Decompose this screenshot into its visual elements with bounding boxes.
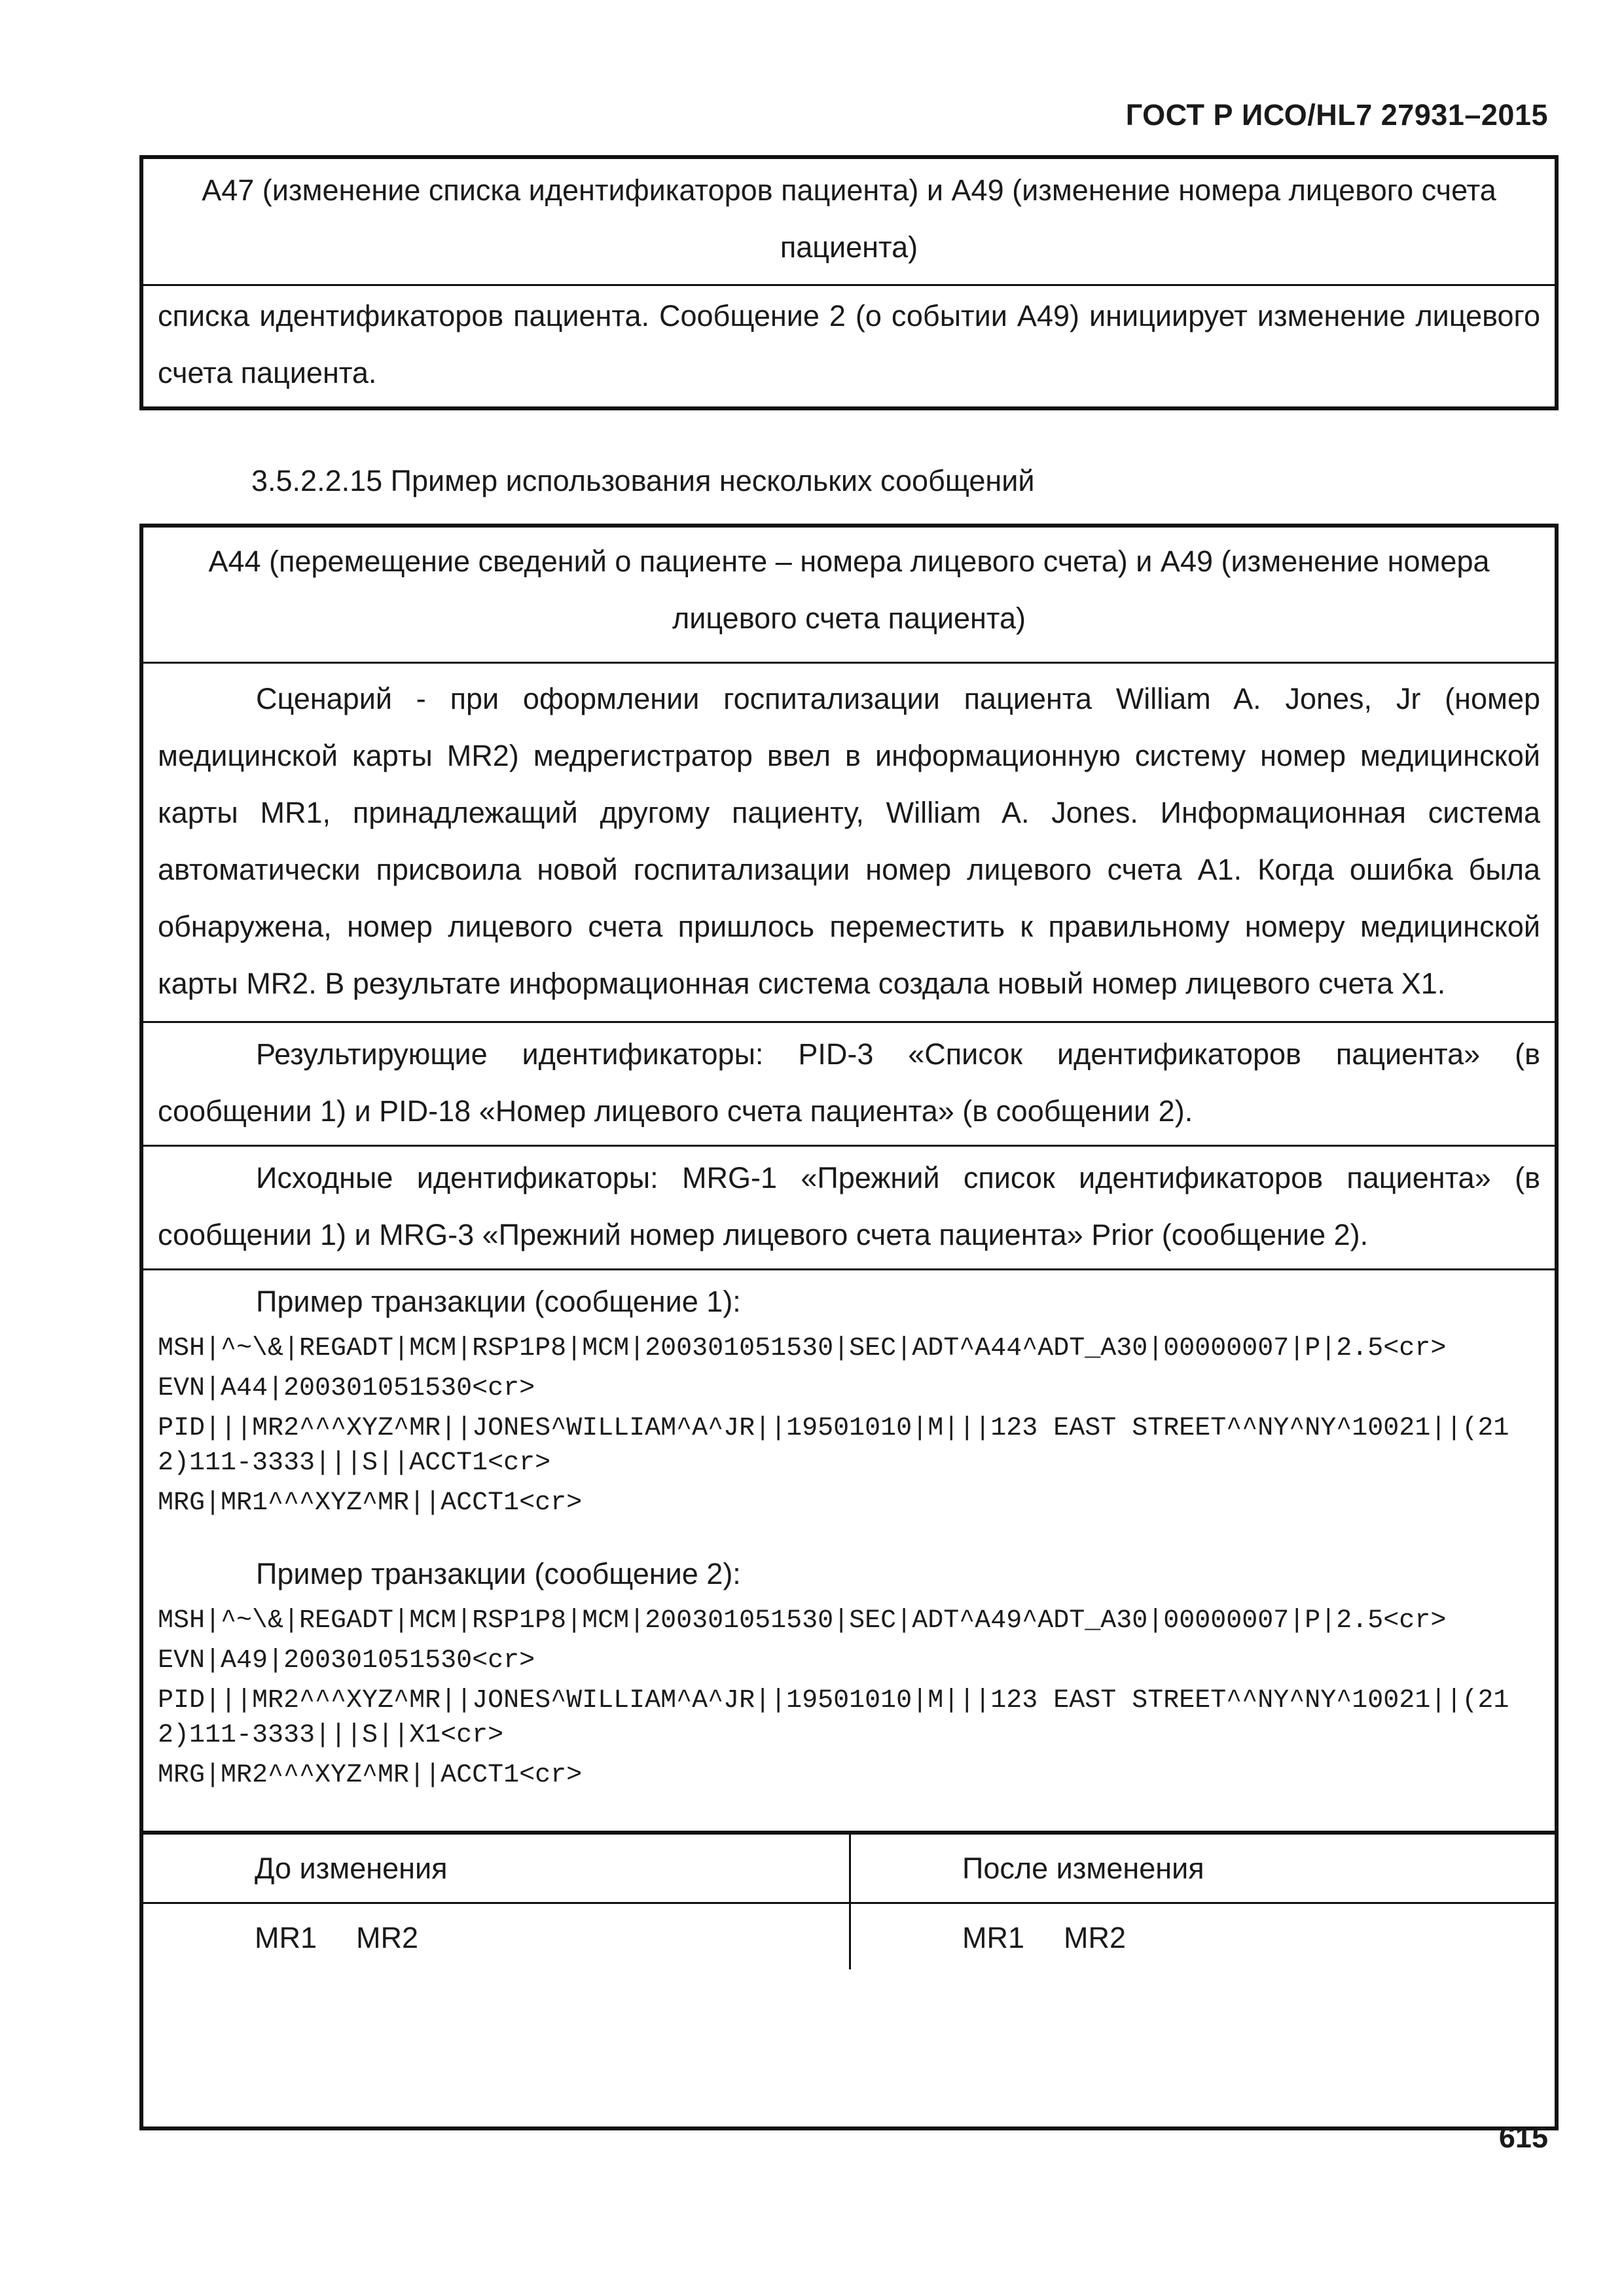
- table-title: А47 (изменение списка идентификаторов пациента) и А49 (изменение номера лицевого счета пациента): [143, 159, 1555, 286]
- table-a44-a49: [139, 524, 1559, 2130]
- result-identifiers-text: Результирующие идентификаторы: PID-3 «Список идентификаторов пациента» (в сообщении 1) и PID-18 «Номер лицевого счета пациента» (в сообщении 2).: [158, 1037, 1540, 1128]
- hl7-segment-evn: EVN|A49|200301051530<cr>: [158, 1646, 535, 1676]
- table-a47-a49: [139, 155, 1559, 410]
- after-values: [851, 1902, 1555, 1969]
- page-number: 615: [1498, 2121, 1548, 2154]
- scenario-cell: [143, 664, 1555, 1023]
- hl7-segment-pid: PID|||MR2^^^XYZ^MR||JONES^WILLIAM^A^JR||19501010|M|||123 EAST STREET^^NY^NY^10021||(212)111-3333|||S||X1<cr>: [158, 1686, 1509, 1750]
- comparison-table: [143, 1833, 1555, 1969]
- table-text: списка идентификаторов пациента. Сообщение 2 (о событии А49) инициирует изменение лицевого счета пациента.: [158, 299, 1540, 389]
- hl7-segment-msh: MSH|^~\&|REGADT|MCM|RSP1P8|MCM|200301051530|SEC|ADT^A44^ADT_A30|00000007|P|2.5<cr>: [158, 1334, 1447, 1363]
- before-column: [143, 1835, 849, 1969]
- after-value: MR1: [962, 1921, 1025, 1954]
- after-header: После изменения: [962, 1852, 1204, 1885]
- scenario-text: Сценарий - при оформлении госпитализации пациента William A. Jones, Jr (номер медицинской карты MR2) медрегистратор ввел в информационную систему номер медицинской карты MR1, принадлежащий другому пациенту, William A. Jones. Информационная система автоматически присвоила новой госпитализации номер лицевого счета А1. Когда ошибка была обнаружена, номер лицевого счета пришлось переместить к правильному номеру медицинской карты MR2. В результате информационная система создала новый номер лицевого счета X1.: [158, 682, 1540, 1000]
- hl7-segment-mrg: MRG|MR1^^^XYZ^MR||ACCT1<cr>: [158, 1488, 583, 1518]
- table-title: А44 (перемещение сведений о пациенте – номера лицевого счета) и А49 (изменение номера лицевого счета пациента): [143, 528, 1555, 664]
- hl7-segment-evn: EVN|A44|200301051530<cr>: [158, 1374, 535, 1403]
- before-header: До изменения: [255, 1852, 448, 1885]
- after-column: [849, 1835, 1555, 1969]
- source-identifiers-text: Исходные идентификаторы: MRG-1 «Прежний список идентификаторов пациента» (в сообщении 1) и MRG-3 «Прежний номер лицевого счета пациента» Prior (сообщение 2).: [158, 1161, 1540, 1251]
- hl7-segment-pid: PID|||MR2^^^XYZ^MR||JONES^WILLIAM^A^JR||19501010|M|||123 EAST STREET^^NY^NY^10021||(212)111-3333|||S||ACCT1<cr>: [158, 1414, 1509, 1478]
- after-value: MR2: [1064, 1921, 1127, 1954]
- hl7-segment-msh: MSH|^~\&|REGADT|MCM|RSP1P8|MCM|200301051530|SEC|ADT^A49^ADT_A30|00000007|P|2.5<cr>: [158, 1606, 1447, 1636]
- transaction-2-label: Пример транзакции (сообщение 2):: [256, 1557, 741, 1590]
- document-standard-header: ГОСТ Р ИСО/HL7 27931–2015: [1125, 98, 1548, 132]
- hl7-segment-mrg: MRG|MR2^^^XYZ^MR||ACCT1<cr>: [158, 1761, 583, 1790]
- before-value: MR2: [356, 1921, 419, 1954]
- source-identifiers-cell: [143, 1147, 1555, 1270]
- transaction-1-label: Пример транзакции (сообщение 1):: [256, 1285, 741, 1318]
- before-values: [143, 1902, 849, 1969]
- before-value: MR1: [255, 1921, 317, 1954]
- transactions-cell: [143, 1270, 1555, 1833]
- result-identifiers-cell: [143, 1023, 1555, 1147]
- section-heading: 3.5.2.2.15 Пример использования нескольких сообщений: [251, 464, 1035, 497]
